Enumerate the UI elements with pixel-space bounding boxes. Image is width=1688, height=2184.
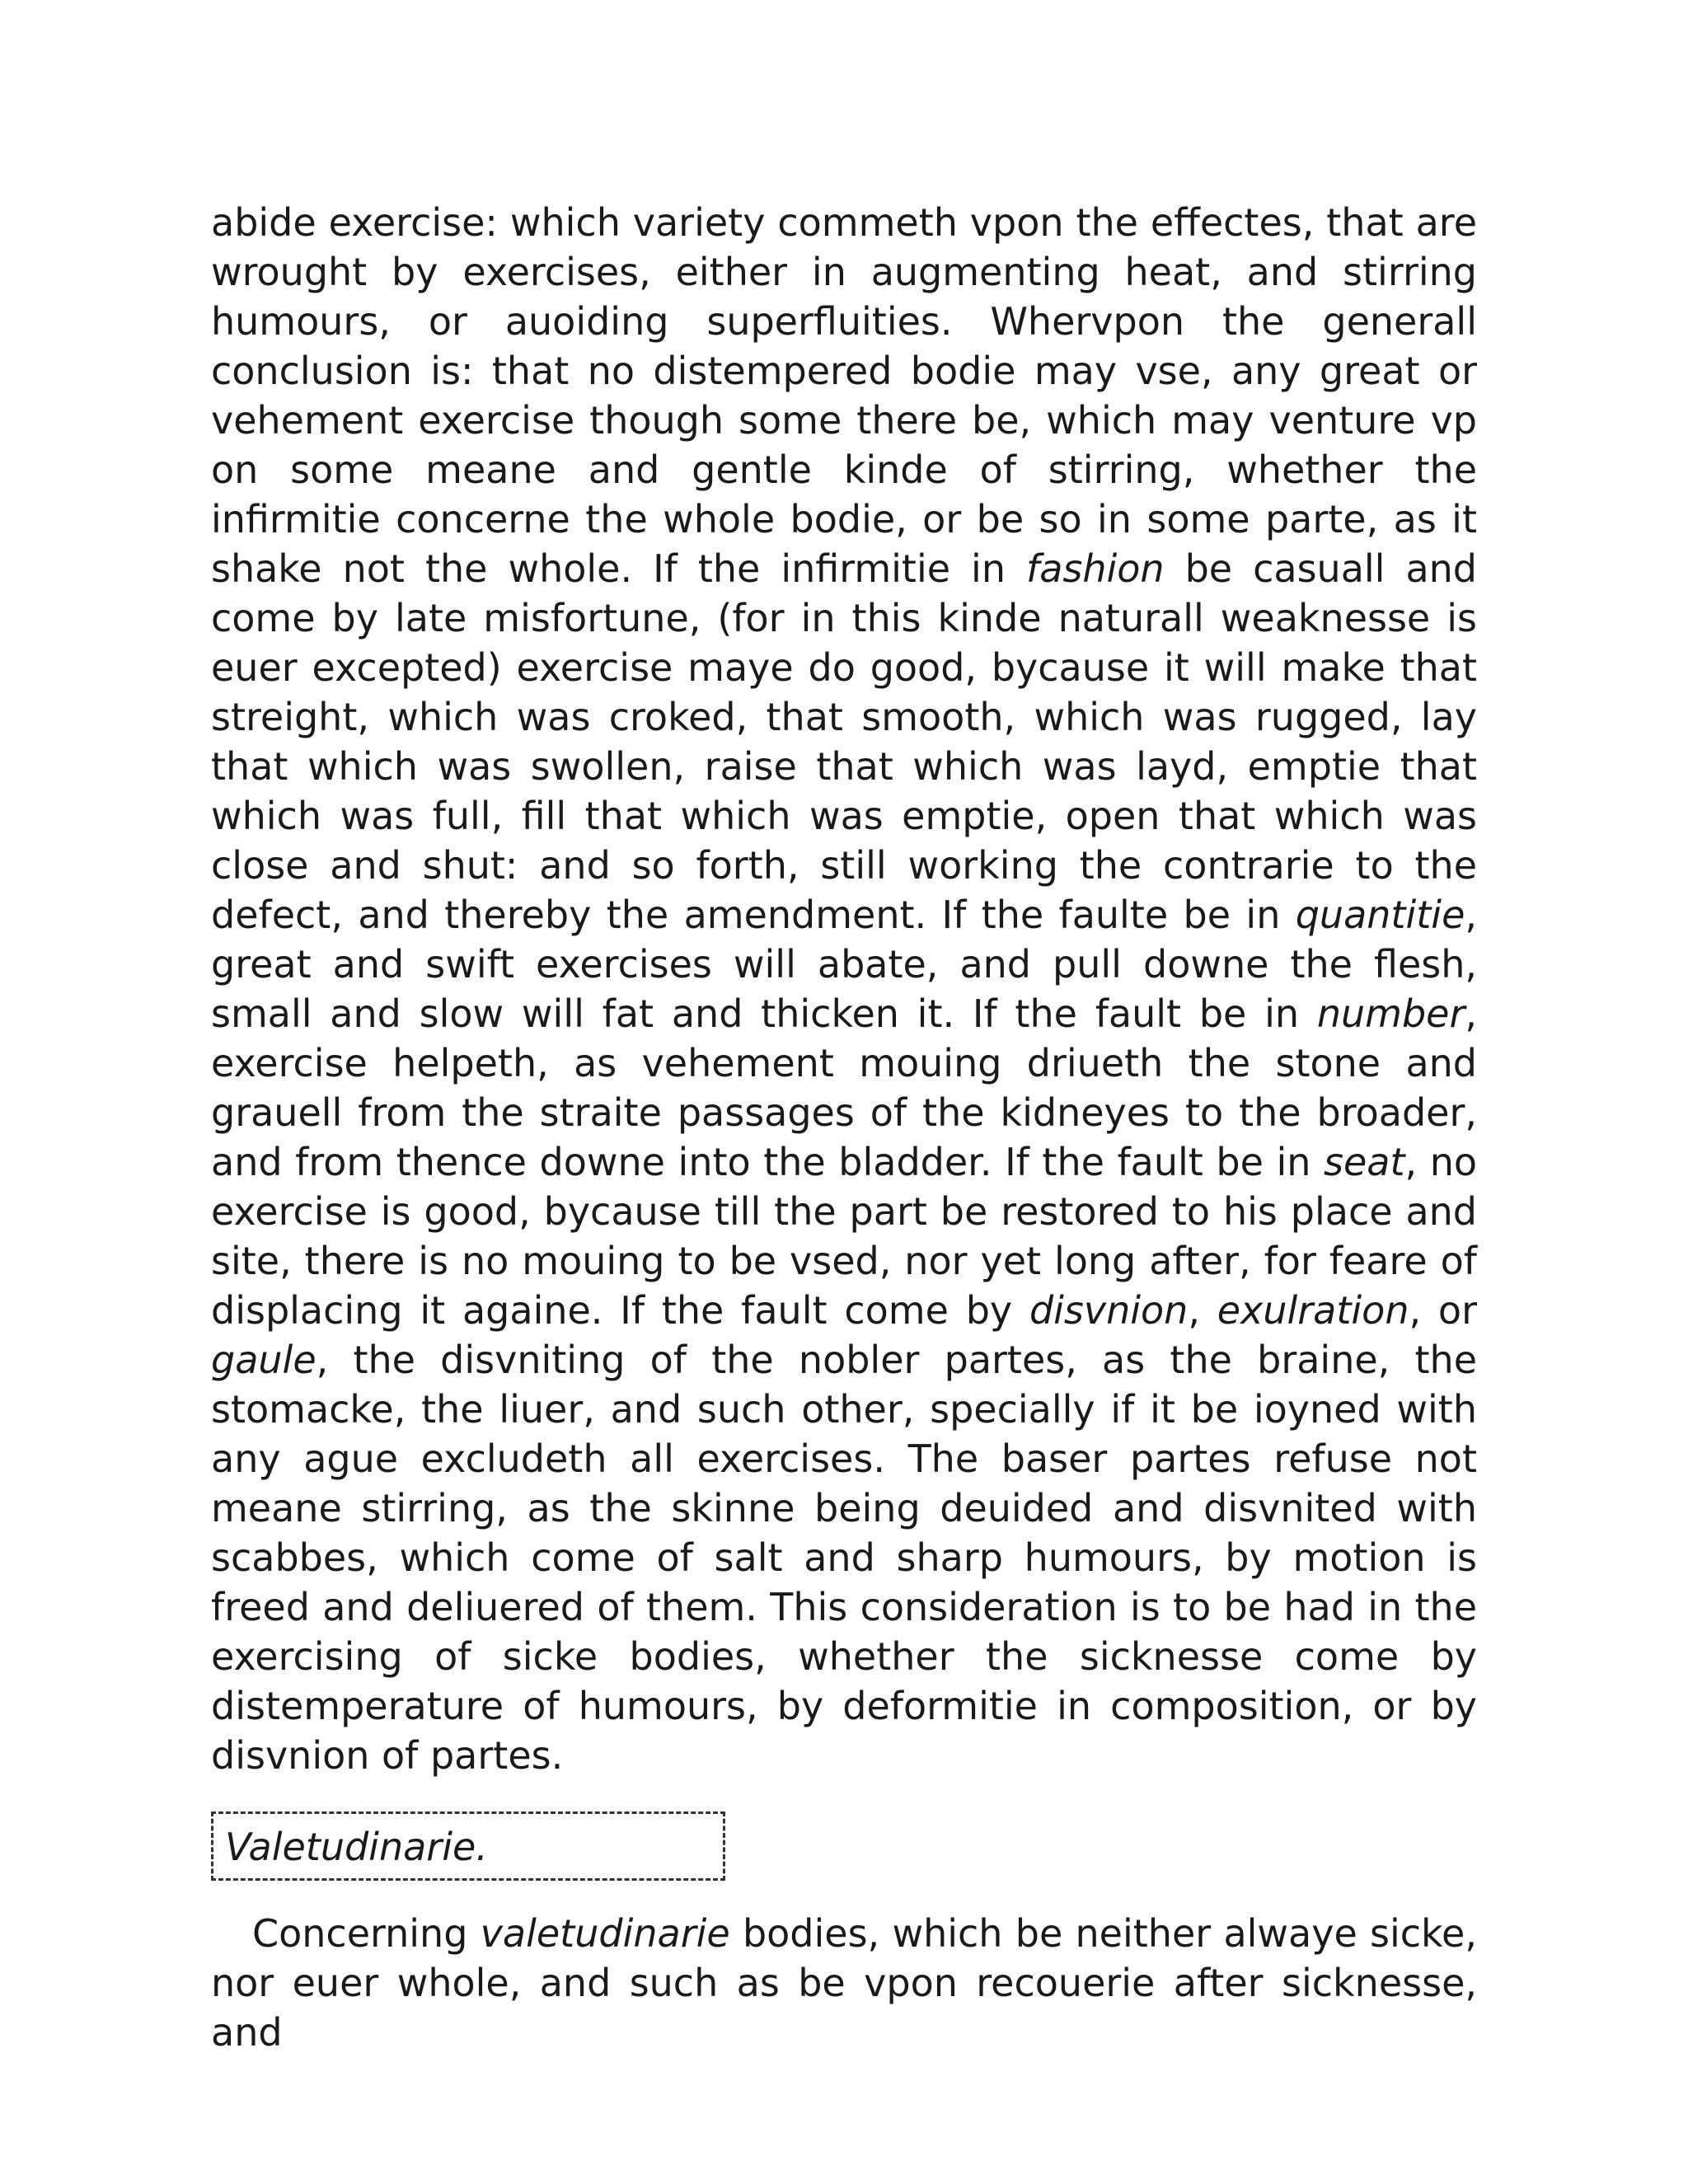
italic-term: gaule xyxy=(211,1338,316,1382)
text-run: bodies, which be neither alwaye sicke, nor euer whole, and such as be vpon recouerie after sicknesse, and xyxy=(211,1911,1477,2055)
text-run: , great and swift exercises will abate, and pull downe the flesh, small and slow will fat and thicken it. If the fault be in xyxy=(211,893,1477,1036)
text-run: be casuall and come by late misfortune, (for in this kinde naturall weaknesse is euer excepted) exercise maye do good, bycause it will make that streight, which was croked, that smooth, which was rugged, lay that which was swollen, raise that which was layd, emptie that which was full, fill that which was emptie, open that which was close and shut: and so forth, still working the contrarie to the defect, and thereby the amendment. If the faulte be in xyxy=(211,546,1477,937)
text-run: , the disvniting of the nobler partes, as the braine, the stomacke, the liuer, and such other, specially if it be ioyned with any ague excludeth all exercises. The baser partes refuse not meane stirring, as the skinne being deuided and disvnited with scabbes, which come of salt and sharp humours, by motion is freed and deliuered of them. This consideration is to be had in the exercising of sicke bodies, whether the sicknesse come by distemperature of humours, by deformitie in composition, or by disvnion of partes. xyxy=(211,1338,1477,1778)
text-run: , xyxy=(1188,1288,1217,1333)
text-run: , or xyxy=(1409,1288,1477,1333)
text-run: Concerning xyxy=(252,1911,481,1956)
body-paragraph-2 xyxy=(211,1909,1477,2057)
italic-term: valetudinarie xyxy=(480,1911,730,1956)
italic-term: fashion xyxy=(1026,546,1165,591)
sidenote-label: Valetudinarie. xyxy=(225,1825,488,1869)
text-run: , no exercise is good, bycause till the part be restored to his place and site, there is no mouing to be vsed, nor yet long after, for feare of displacing it againe. If the fault come by xyxy=(211,1140,1477,1333)
italic-term: seat xyxy=(1324,1140,1405,1184)
italic-term: exulration xyxy=(1217,1288,1409,1333)
italic-term: quantitie xyxy=(1295,893,1465,937)
document-page xyxy=(211,198,1477,2057)
body-paragraph xyxy=(211,198,1477,1780)
text-run: abide exercise: which variety commeth vpon the effectes, that are wrought by exercises, either in augmenting heat, and stirring humours, or auoiding superfluities. Whervpon the generall conclusion is: that no distempered bodie may vse, any great or vehement exercise though some there be, which may venture vp on some meane and gentle kinde of stirring, whether the infirmitie concerne the whole bodie, or be so in some parte, as it shake not the whole. If the infirmitie in xyxy=(211,200,1477,591)
italic-term: disvnion xyxy=(1029,1288,1189,1333)
text-run: , exercise helpeth, as vehement mouing driueth the stone and grauell from the straite passages of the kidneyes to the broader, and from thence downe into the bladder. If the fault be in xyxy=(211,991,1477,1184)
sidenote-box xyxy=(211,1811,725,1881)
italic-term: number xyxy=(1316,991,1465,1036)
